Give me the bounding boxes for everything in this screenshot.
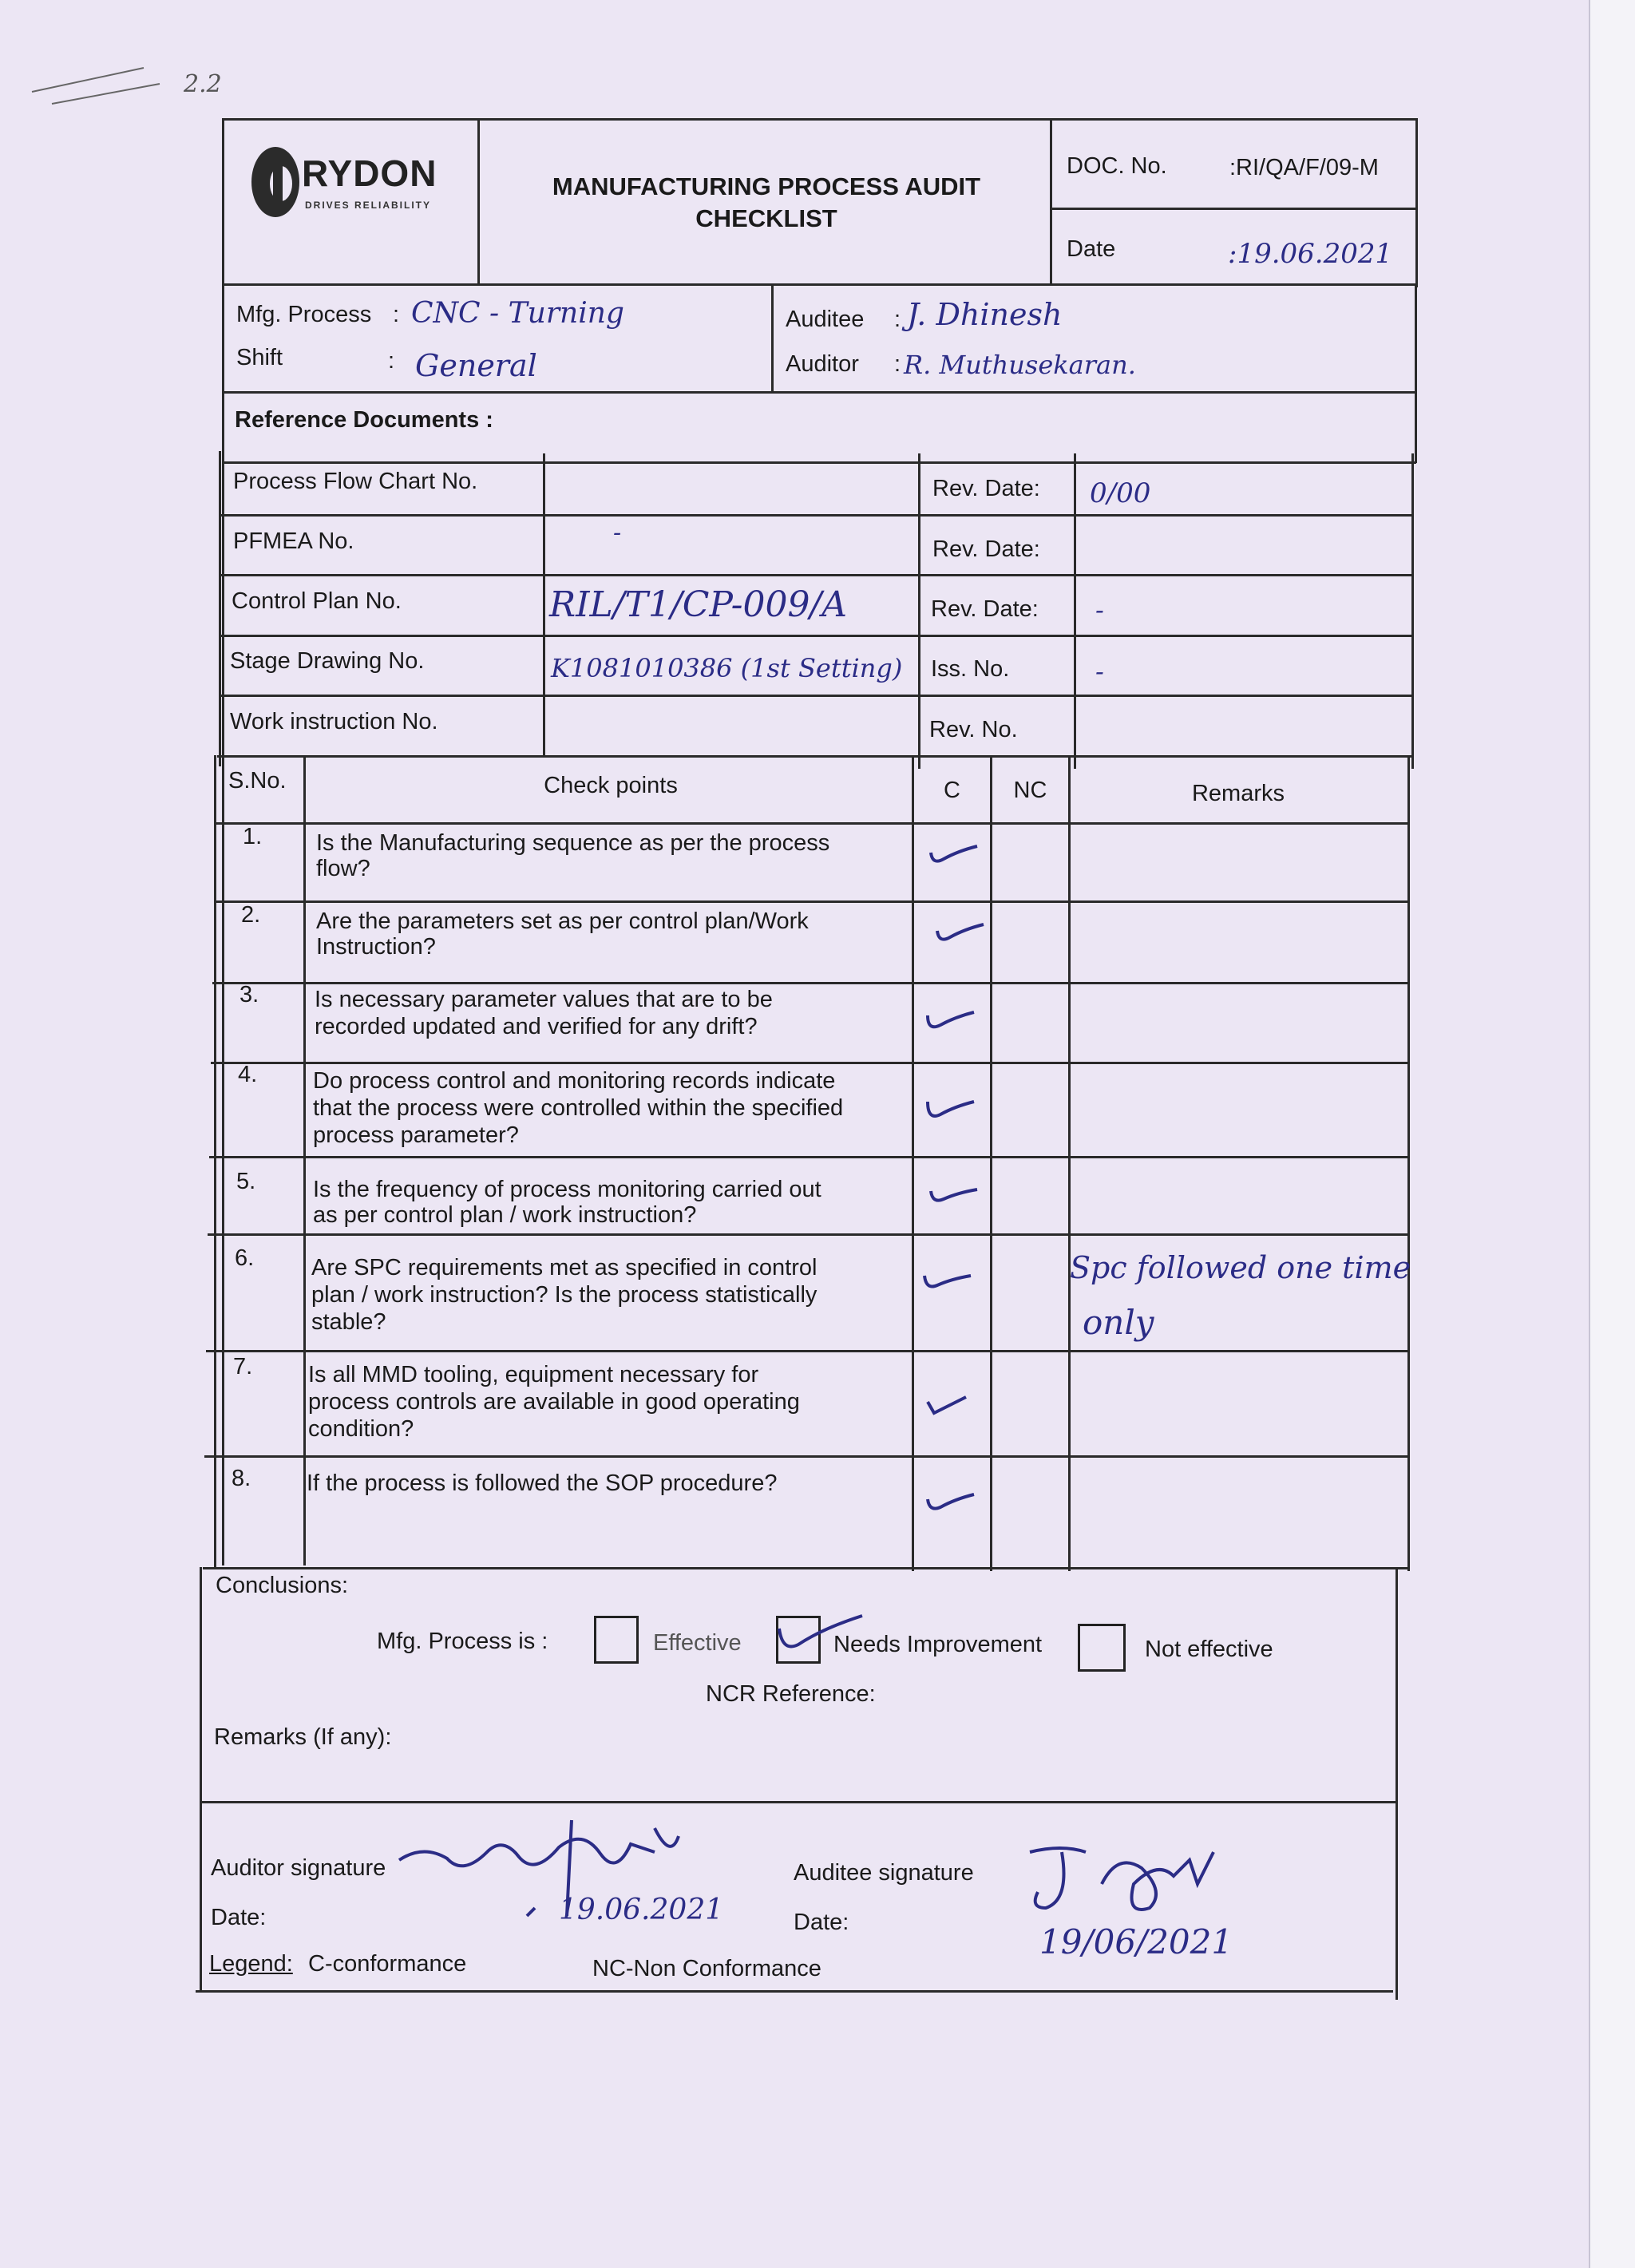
colon: : [894,351,901,377]
auditor-date-label: Date: [211,1905,267,1930]
row-check-line: process controls are available in good operating [308,1389,800,1415]
row-check-line: plan / work instruction? Is the process statistically [311,1282,818,1308]
auditor-value: R. Muthusekaran. [904,350,1136,380]
form-title-line1: MANUFACTURING PROCESS AUDIT [552,172,981,200]
doc-no-label: DOC. No. [1067,153,1167,179]
auditee-label: Auditee [786,307,865,332]
check-mark-icon [923,1486,979,1518]
row-sno: 1. [243,824,263,849]
ref-rev-label: Iss. No. [931,656,1010,682]
needs-improvement-label: Needs Improvement [833,1632,1043,1657]
row-check-line: If the process is followed the SOP procedure? [307,1470,778,1496]
row-check-line: Is the Manufacturing sequence as per the process [316,830,830,856]
row-sno: 7. [233,1354,253,1379]
pen-mark-strokes [24,56,168,120]
auditee-date-label: Date: [794,1910,849,1935]
form-title-line2: CHECKLIST [695,204,837,232]
doc-no-value: :RI/QA/F/09-M [1229,155,1379,180]
not-effective-label: Not effective [1145,1637,1273,1662]
col-header-sno: S.No. [228,768,287,794]
ref-rev-label: Rev. No. [929,717,1018,742]
auditor-label: Auditor [786,351,859,377]
effective-checkbox[interactable] [594,1616,639,1664]
auditor-signature-label: Auditor signature [211,1855,386,1881]
date-value: :19.06.2021 [1228,238,1393,270]
mfg-process-is-label: Mfg. Process is : [377,1629,548,1654]
row-check-line: flow? [316,856,370,881]
row-remark: Spc followed one time [1070,1250,1411,1285]
reference-heading: Reference Documents : [235,407,493,433]
check-mark-icon [926,838,982,870]
row-check-line: process parameter? [313,1122,519,1148]
row-check-line: Are the parameters set as per control plan/Work [316,908,809,934]
page-mark: 2.2 [184,70,222,98]
company-name: RYDON [302,152,437,194]
check-mark-icon [926,1180,982,1212]
conclusions-label: Conclusions: [216,1573,349,1598]
not-effective-checkbox[interactable] [1078,1624,1126,1672]
ref-value: RIL/T1/CP-009/A [549,584,848,625]
row-check-line: Is all MMD tooling, equipment necessary for [308,1362,759,1387]
row-check-line: Instruction? [316,934,436,960]
ref-label: Work instruction No. [230,709,438,734]
ref-value: - [613,519,622,547]
shift-label: Shift [236,345,283,370]
ref-label: Process Flow Chart No. [233,469,478,494]
legend-non-conformance: NC-Non Conformance [592,1956,821,1981]
legend-conformance: C-conformance [308,1951,467,1977]
remarks-if-any-label: Remarks (If any): [214,1724,392,1750]
ref-label: Control Plan No. [232,588,402,614]
row-check-line: Is necessary parameter values that are to be [315,987,773,1012]
check-mark-icon [923,1094,979,1126]
ref-rev-label: Rev. Date: [932,476,1040,501]
date-label: Date [1067,236,1116,262]
row-sno: 6. [235,1245,255,1271]
col-header-nc: NC [1013,778,1047,803]
shift-value: General [415,348,537,383]
ref-rev-label: Rev. Date: [931,596,1039,622]
row-sno: 5. [236,1169,256,1194]
rydon-logo-icon [249,142,302,222]
auditee-value: J. Dhinesh [907,297,1063,332]
legend-label: Legend: [209,1951,293,1977]
check-mark-icon [923,1004,979,1036]
check-mark-icon [921,1389,977,1421]
row-check-line: Do process control and monitoring records indicate [313,1068,836,1094]
ref-label: PFMEA No. [233,528,354,554]
row-check-line: that the process were controlled within the specified [313,1095,844,1121]
ref-label: Stage Drawing No. [230,648,425,674]
row-remark: only [1083,1303,1154,1342]
col-header-c: C [944,778,960,803]
row-sno: 8. [232,1466,251,1491]
check-mark-icon [920,1266,976,1298]
auditor-date-value: 19.06.2021 [559,1894,724,1926]
row-sno: 2. [241,902,261,928]
auditee-date-value: 19/06/2021 [1039,1922,1233,1961]
ref-rev-label: Rev. Date: [932,536,1040,562]
company-tagline: DRIVES RELIABILITY [305,200,432,211]
mfg-process-label: Mfg. Process [236,302,372,327]
row-sno: 3. [240,982,259,1007]
auditee-signature [1014,1836,1253,1924]
col-header-check: Check points [544,773,678,798]
ncr-reference-label: NCR Reference: [706,1681,876,1707]
effective-label: Effective [653,1630,742,1656]
ref-rev-value: - [1095,656,1104,687]
colon: : [388,348,395,374]
row-check-line: as per control plan / work instruction? [313,1202,697,1228]
col-header-remarks: Remarks [1191,781,1285,806]
row-check-line: condition? [308,1416,414,1442]
row-check-line: stable? [311,1309,386,1335]
row-check-line: recorded updated and verified for any drift? [315,1014,758,1039]
ref-value: K1081010386 (1st Setting) [551,653,903,683]
colon: : [393,302,400,327]
page-edge-shadow [1589,0,1635,2268]
auditee-signature-label: Auditee signature [794,1860,974,1886]
ref-rev-value: 0/00 [1090,477,1151,509]
mfg-process-value: CNC - Turning [411,297,624,330]
row-check-line: Are SPC requirements met as specified in control [311,1255,818,1280]
ref-rev-value: - [1095,595,1104,625]
colon: : [894,307,901,332]
check-mark-icon [932,916,988,948]
row-check-line: Is the frequency of process monitoring carried out [313,1177,821,1202]
row-sno: 4. [238,1062,258,1087]
